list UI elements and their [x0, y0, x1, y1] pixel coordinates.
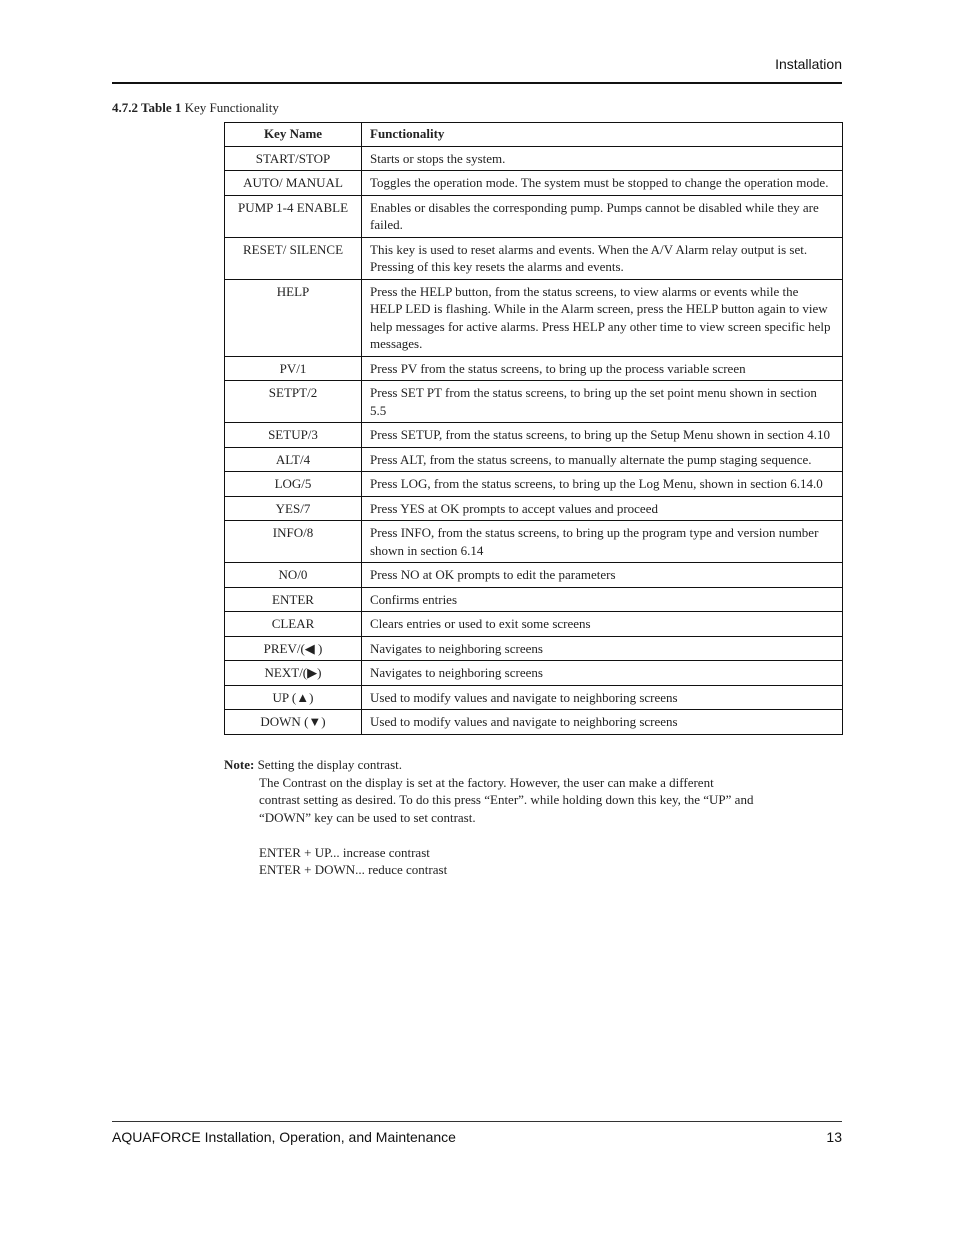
table-row	[225, 521, 843, 563]
contrast-note	[224, 756, 824, 879]
table-row	[225, 381, 843, 423]
key-name-cell: ALT/4	[225, 447, 362, 472]
note-heading	[224, 756, 824, 774]
key-name-cell: RESET/ SILENCE	[225, 237, 362, 279]
functionality-cell: Press ALT, from the status screens, to manually alternate the pump staging sequence.	[362, 447, 843, 472]
header-rule	[112, 82, 842, 84]
functionality-cell: Press the HELP button, from the status screens, to view alarms or events while the HELP LED is flashing. While in the Alarm screen, press the HELP button again to view help messages for active alarms. Press HELP any other time to view screen specific help messages.	[362, 279, 843, 356]
key-name-cell: SETUP/3	[225, 423, 362, 448]
key-name-cell: NO/0	[225, 563, 362, 588]
note-spacer	[224, 826, 824, 844]
functionality-cell: Press YES at OK prompts to accept values and proceed	[362, 496, 843, 521]
functionality-cell: Navigates to neighboring screens	[362, 636, 843, 661]
functionality-cell: Navigates to neighboring screens	[362, 661, 843, 686]
table-row	[225, 356, 843, 381]
column-header-functionality: Functionality	[362, 123, 843, 147]
table-caption	[112, 100, 279, 116]
column-header-key-name: Key Name	[225, 123, 362, 147]
functionality-cell: Press PV from the status screens, to bring up the process variable screen	[362, 356, 843, 381]
table-row	[225, 195, 843, 237]
functionality-cell: Used to modify values and navigate to neighboring screens	[362, 710, 843, 735]
note-body-line: contrast setting as desired. To do this press “Enter”. while holding down this key, the “UP” and	[259, 792, 754, 807]
note-title: Setting the display contrast.	[257, 757, 402, 772]
functionality-cell: Enables or disables the corresponding pump. Pumps cannot be disabled while they are failed.	[362, 195, 843, 237]
table-header-row	[225, 123, 843, 147]
table-row	[225, 587, 843, 612]
table-row	[225, 685, 843, 710]
table-row	[225, 563, 843, 588]
footer-rule	[112, 1121, 842, 1122]
table-row	[225, 171, 843, 196]
key-name-cell: UP (▲)	[225, 685, 362, 710]
functionality-cell: This key is used to reset alarms and events. When the A/V Alarm relay output is set. Pressing of this key resets the alarms and events.	[362, 237, 843, 279]
table-row	[225, 447, 843, 472]
functionality-cell: Press SETUP, from the status screens, to bring up the Setup Menu shown in section 4.10	[362, 423, 843, 448]
key-name-cell: PUMP 1-4 ENABLE	[225, 195, 362, 237]
key-name-cell: CLEAR	[225, 612, 362, 637]
functionality-cell: Confirms entries	[362, 587, 843, 612]
table-caption-title: Key Functionality	[184, 100, 279, 115]
contrast-reduce-combo: ENTER + DOWN... reduce contrast	[259, 862, 448, 877]
functionality-cell: Toggles the operation mode. The system must be stopped to change the operation mode.	[362, 171, 843, 196]
key-name-cell: PREV/(◀ )	[225, 636, 362, 661]
functionality-cell: Clears entries or used to exit some screens	[362, 612, 843, 637]
table-row	[225, 612, 843, 637]
key-name-cell: YES/7	[225, 496, 362, 521]
key-name-cell: DOWN (▼)	[225, 710, 362, 735]
table-row	[225, 423, 843, 448]
table-caption-number: 4.7.2 Table 1	[112, 100, 182, 115]
footer-document-title: AQUAFORCE Installation, Operation, and Maintenance	[112, 1129, 456, 1145]
page-number: 13	[826, 1129, 842, 1145]
note-label: Note:	[224, 757, 255, 772]
functionality-cell: Used to modify values and navigate to neighboring screens	[362, 685, 843, 710]
functionality-cell: Press SET PT from the status screens, to bring up the set point menu shown in section 5.5	[362, 381, 843, 423]
table-row	[225, 146, 843, 171]
key-name-cell: HELP	[225, 279, 362, 356]
note-body-line: The Contrast on the display is set at the factory. However, the user can make a different	[259, 774, 714, 790]
key-name-cell: INFO/8	[225, 521, 362, 563]
table-row	[225, 279, 843, 356]
table-row	[225, 636, 843, 661]
key-functionality-table	[224, 122, 843, 735]
functionality-cell: Starts or stops the system.	[362, 146, 843, 171]
table-row	[225, 472, 843, 497]
functionality-cell: Press INFO, from the status screens, to bring up the program type and version number shown in section 6.14	[362, 521, 843, 563]
functionality-cell: Press NO at OK prompts to edit the parameters	[362, 563, 843, 588]
note-body-line: “DOWN” key can be used to set contrast.	[259, 809, 476, 825]
running-header: Installation	[775, 56, 842, 72]
functionality-cell: Press LOG, from the status screens, to bring up the Log Menu, shown in section 6.14.0	[362, 472, 843, 497]
table-row	[225, 710, 843, 735]
key-name-cell: START/STOP	[225, 146, 362, 171]
key-name-cell: PV/1	[225, 356, 362, 381]
key-name-cell: AUTO/ MANUAL	[225, 171, 362, 196]
key-name-cell: SETPT/2	[225, 381, 362, 423]
table-row	[225, 661, 843, 686]
contrast-increase-combo: ENTER + UP... increase contrast	[259, 844, 430, 860]
key-name-cell: LOG/5	[225, 472, 362, 497]
table-row	[225, 496, 843, 521]
table-row	[225, 237, 843, 279]
key-name-cell: NEXT/(▶)	[225, 661, 362, 686]
key-name-cell: ENTER	[225, 587, 362, 612]
